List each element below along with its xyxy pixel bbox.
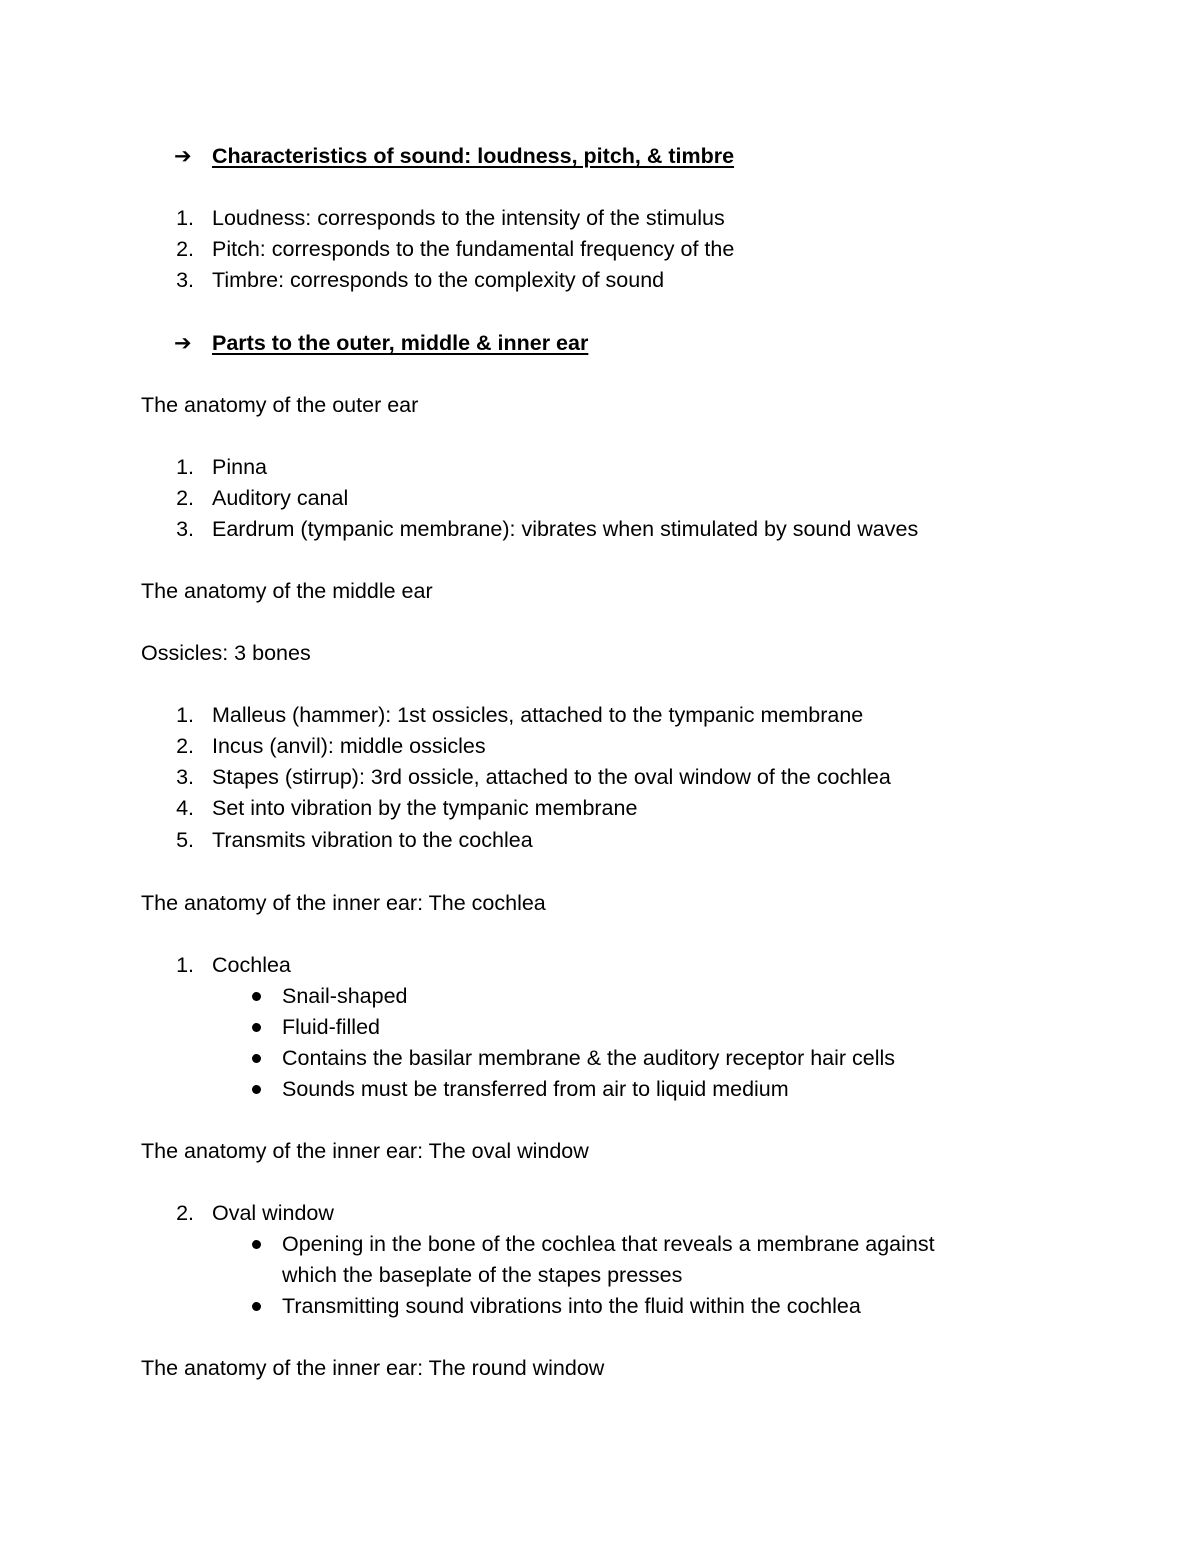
section-heading-parts: Parts to the outer, middle & inner ear [212, 331, 589, 355]
paragraph-middle-ear: The anatomy of the middle ear [141, 579, 433, 603]
arrow-bullet-icon: ➔ [174, 144, 192, 168]
bullet-dot-icon [252, 1023, 261, 1032]
list-item: Oval window [212, 1201, 334, 1225]
bullet-dot-icon [252, 1240, 261, 1249]
list-number: 4. [176, 796, 194, 820]
paragraph-oval-window: The anatomy of the inner ear: The oval window [141, 1139, 589, 1163]
paragraph-ossicles: Ossicles: 3 bones [141, 641, 311, 665]
list-item: Set into vibration by the tympanic membrane [212, 796, 638, 820]
list-number: 3. [176, 517, 194, 541]
list-number: 3. [176, 765, 194, 789]
list-number: 1. [176, 703, 194, 727]
list-item: Timbre: corresponds to the complexity of sound [212, 268, 665, 292]
list-item: Cochlea [212, 953, 291, 977]
bullet-dot-icon [252, 1054, 261, 1063]
list-number: 1. [176, 206, 194, 230]
section-heading-characteristics: Characteristics of sound: loudness, pitch, & timbre [212, 144, 735, 168]
bullet-item-continuation: which the baseplate of the stapes presses [282, 1263, 683, 1287]
list-number: 2. [176, 1201, 194, 1225]
list-number: 3. [176, 268, 194, 292]
list-item: Transmits vibration to the cochlea [212, 828, 533, 852]
list-number: 5. [176, 828, 194, 852]
list-item: Stapes (stirrup): 3rd ossicle, attached to the oval window of the cochlea [212, 765, 891, 789]
list-number: 1. [176, 953, 194, 977]
bullet-dot-icon [252, 1085, 261, 1094]
bullet-item: Fluid-filled [282, 1015, 380, 1039]
list-number: 2. [176, 237, 194, 261]
list-number: 1. [176, 455, 194, 479]
arrow-bullet-icon: ➔ [174, 331, 192, 355]
paragraph-round-window: The anatomy of the inner ear: The round window [141, 1356, 605, 1380]
list-item: Eardrum (tympanic membrane): vibrates when stimulated by sound waves [212, 517, 919, 541]
list-item: Loudness: corresponds to the intensity of the stimulus [212, 206, 725, 230]
bullet-dot-icon [252, 1302, 261, 1311]
bullet-item: Snail-shaped [282, 984, 408, 1008]
bullet-item: Contains the basilar membrane & the auditory receptor hair cells [282, 1046, 896, 1070]
bullet-item: Transmitting sound vibrations into the fluid within the cochlea [282, 1294, 861, 1318]
bullet-dot-icon [252, 992, 261, 1001]
list-item: Incus (anvil): middle ossicles [212, 734, 486, 758]
paragraph-cochlea: The anatomy of the inner ear: The cochlea [141, 891, 546, 915]
list-item: Pinna [212, 455, 267, 479]
list-item: Malleus (hammer): 1st ossicles, attached to the tympanic membrane [212, 703, 864, 727]
list-item: Pitch: corresponds to the fundamental frequency of the [212, 237, 735, 261]
bullet-item: Opening in the bone of the cochlea that reveals a membrane against [282, 1232, 935, 1256]
bullet-item: Sounds must be transferred from air to liquid medium [282, 1077, 789, 1101]
paragraph-outer-ear: The anatomy of the outer ear [141, 393, 419, 417]
list-item: Auditory canal [212, 486, 349, 510]
list-number: 2. [176, 734, 194, 758]
list-number: 2. [176, 486, 194, 510]
